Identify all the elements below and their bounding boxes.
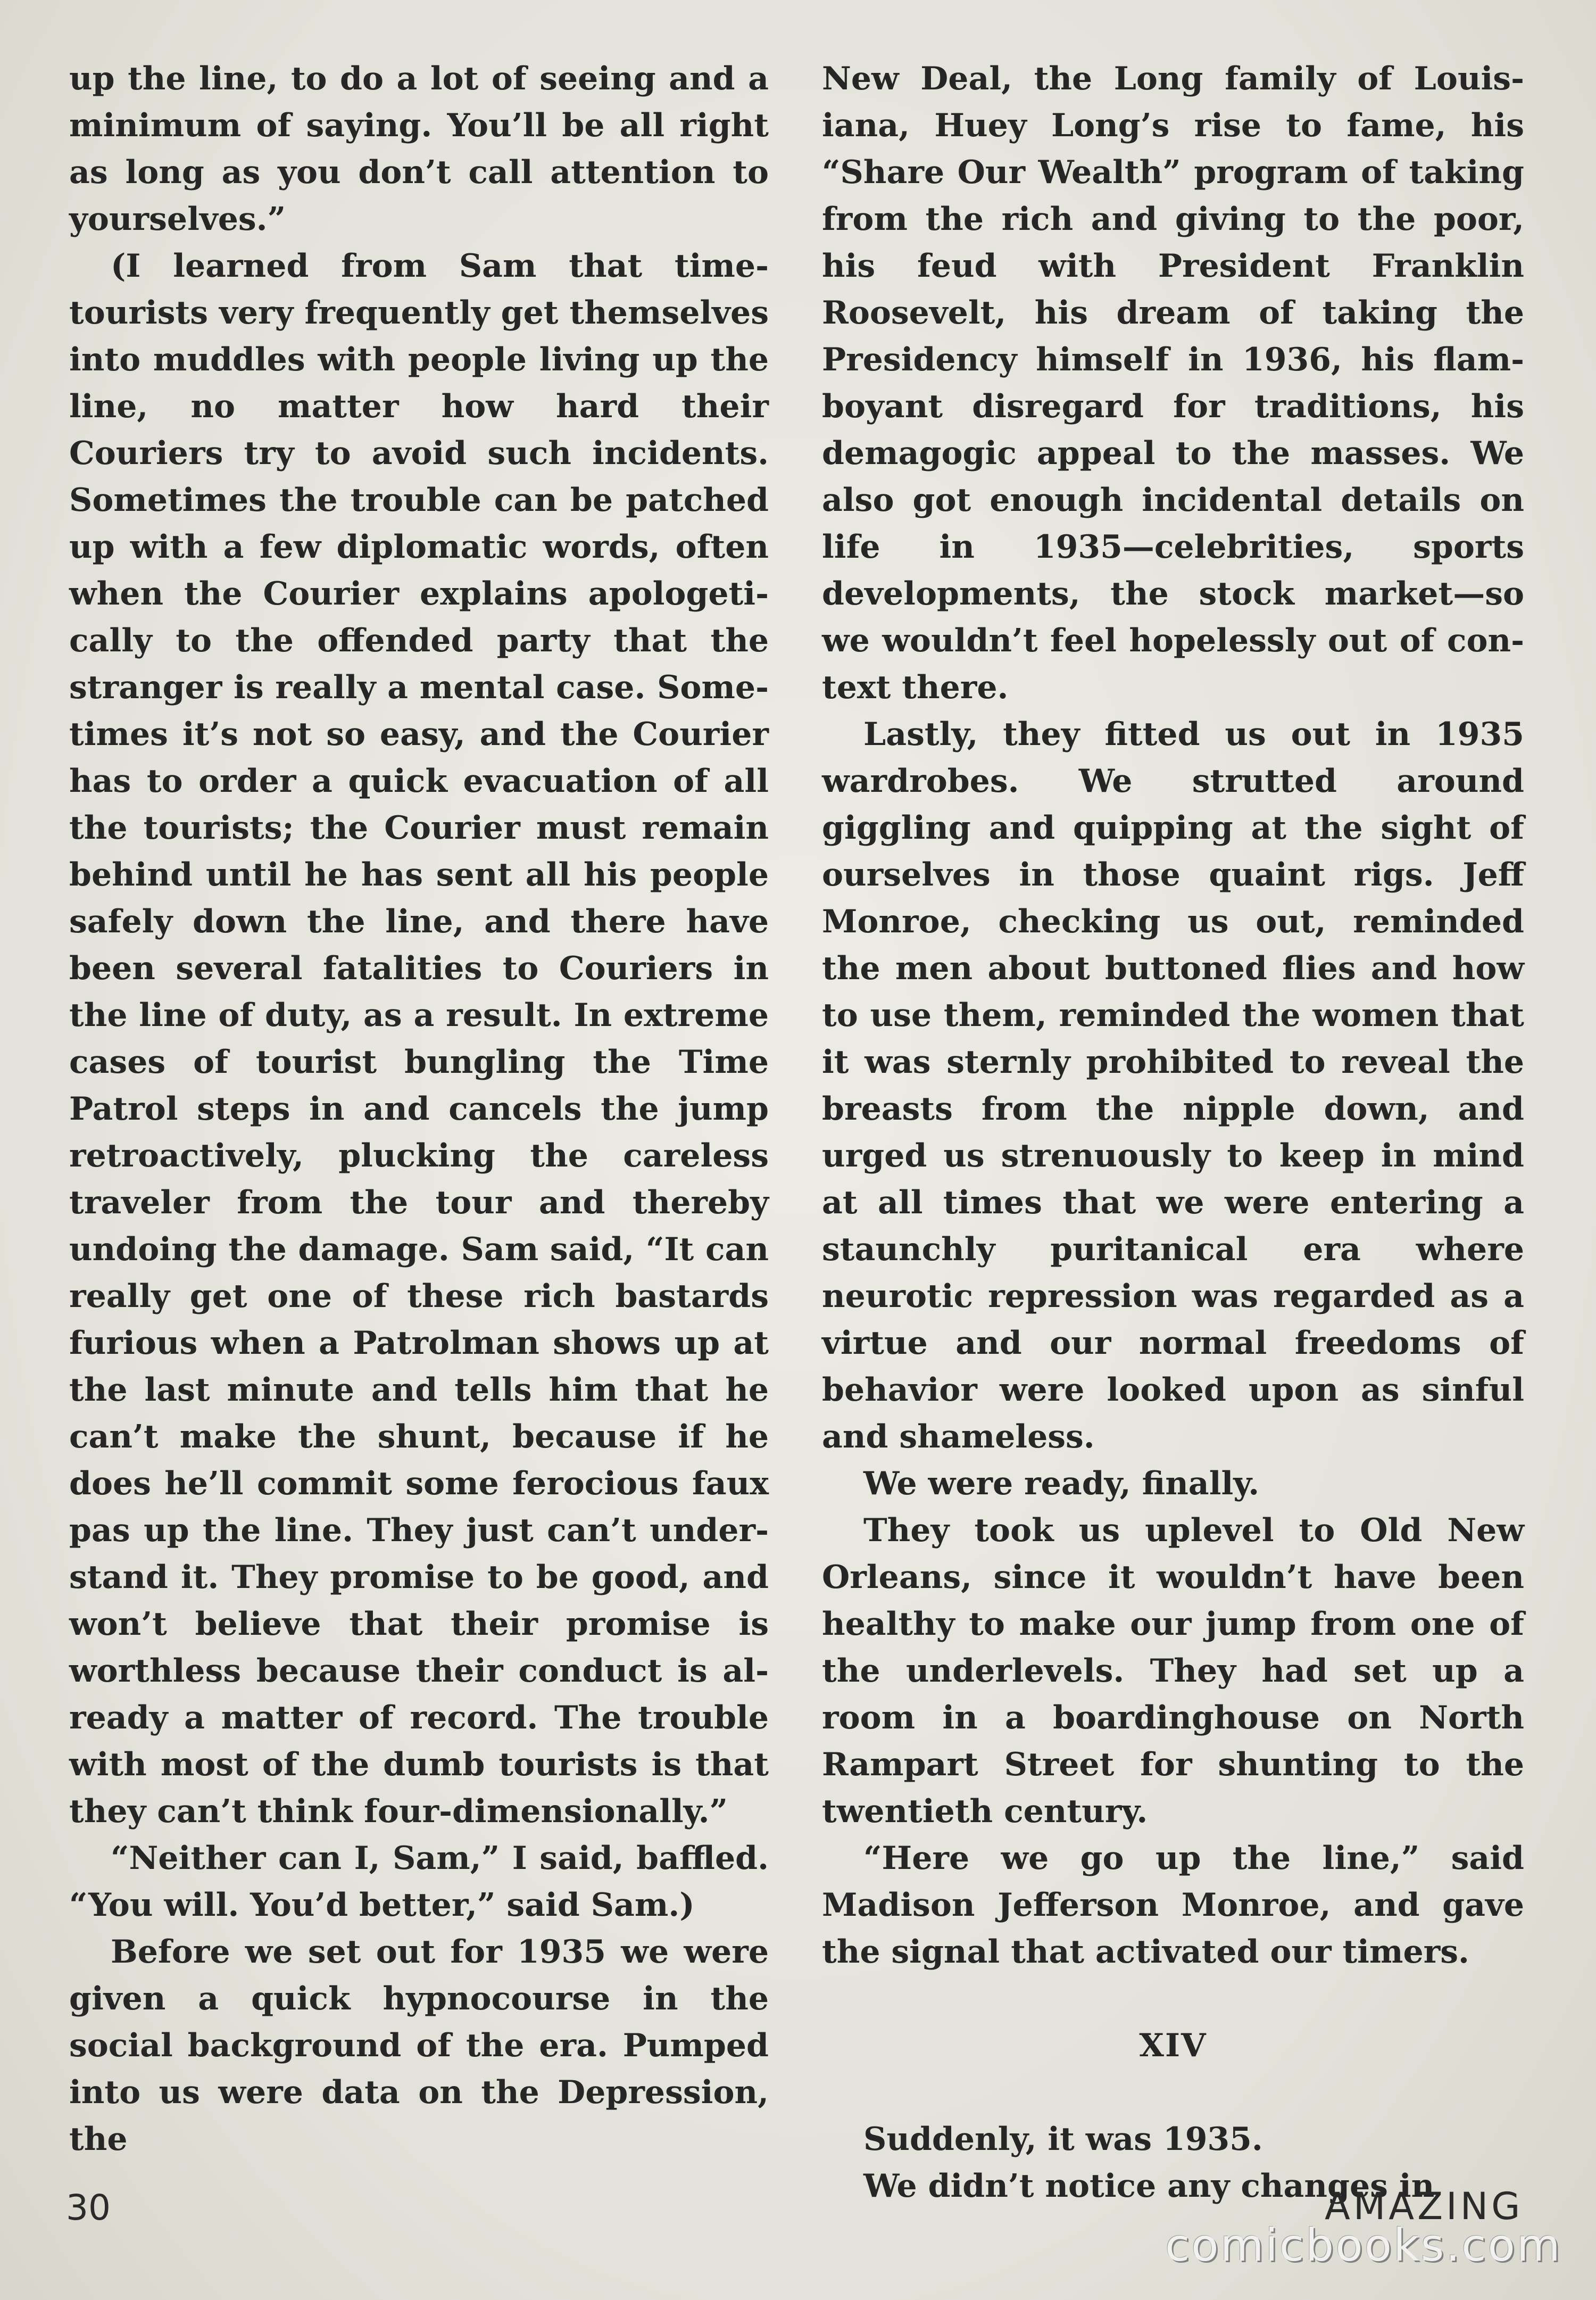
left-text-column [69,55,769,2163]
right-text-column [822,55,1524,2210]
paragraph: “Neither can I, Sam,” I said, baffled. “You will. You’d better,” said Sam.) [69,1840,769,1924]
paragraph: New Deal, the Long family of Louisiana, Huey Long’s rise to fame, his “Share Our Wealth” program of taking from the rich and giving to the poor, his feud with President Franklin Roosevelt, his dream of taking the Presidency himself in 1936, his flamboyant disregard for traditions, his demagogic appeal to the masses. We also got enough incidental details on life in 1935—celebrities, sports developments, the stock market—so we wouldn’t feel hopelessly out of context there. [822,60,1524,706]
paragraph: We didn’t notice any changes in [863,2167,1435,2205]
page-number: 30 [66,2187,111,2228]
running-title: AMAZING [1325,2185,1524,2228]
paragraph: They took us uplevel to Old New Orleans, since it wouldn’t have been healthy to make our jump from one of the underlevels. They had set up a room in a boardinghouse on North Rampart Street for shunting to the twentieth century. [822,1512,1524,1830]
watermark: comicbooks.com [1165,2219,1562,2271]
paragraph: Suddenly, it was 1935. [863,2121,1263,2158]
paragraph: Before we set out for 1935 we were given a quick hypnocourse in the social background of the era. Pumped into us were data on the Depression, the [69,1933,769,2158]
paragraph: (I learned from Sam that time-tourists very frequently get themselves into muddles with people living up the line, no matter how hard their Couriers try to avoid such incidents. Sometimes the trouble can be patched up with a few diplomatic words, often when the Courier explains apologetically to the offended party that the stranger is really a mental case. Sometimes it’s not so easy, and the Courier has to order a quick evacuation of all the tourists; the Courier must remain behind until he has sent all his people safely down the line, and there have been several fatalities to Couriers in the line of duty, as a result. In extreme cases of tourist bungling the Time Patrol steps in and cancels the jump retroactively, plucking the careless traveler from the tour and thereby undoing the damage. Sam said, “It can really get one of these rich bastards furious when a Patrolman shows up at the last minute and tells him that he can’t make the shunt, because if he does he’ll commit some ferocious faux pas up the line. They just can’t understand it. They promise to be good, and won’t believe that their promise is worthless because their conduct is already a matter of record. The trouble with most of the dumb tourists is that they can’t think four-dimensionally.” [69,247,769,1830]
paragraph: up the line, to do a lot of seeing and a minimum of saying. You’ll be all right as long as you don’t call attention to yourselves.” [69,60,769,238]
paragraph: We were ready, finally. [863,1465,1260,1502]
paragraph: “Here we go up the line,” said Madison Jefferson Monroe, and gave the signal that activated our timers. [822,1840,1524,1971]
chapter-heading: XIV [1139,2027,1207,2064]
paragraph: Lastly, they fitted us out in 1935 wardrobes. We strutted around giggling and quipping at the sight of ourselves in those quaint rigs. Jeff Monroe, checking us out, reminded the men about buttoned flies and how to use them, reminded the women that it was sternly prohibited to reveal the breasts from the nipple down, and urged us strenuously to keep in mind at all times that we were entering a staunchly puritanical era where neurotic repression was regarded as a virtue and our normal freedoms of behavior were looked upon as sinful and shameless. [822,716,1524,1455]
